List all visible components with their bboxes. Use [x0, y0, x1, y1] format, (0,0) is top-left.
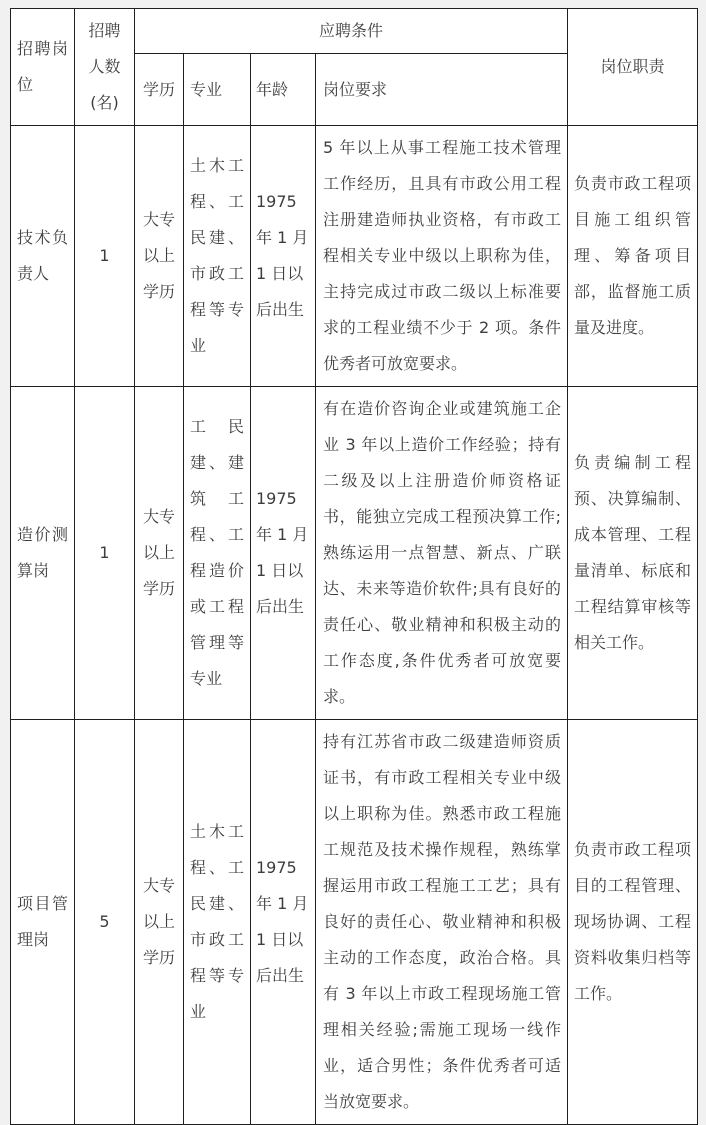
- header-major-cell: 专业: [184, 54, 251, 126]
- table-row-cost-estimator: [11, 387, 698, 720]
- table-row-project-manager: [11, 720, 698, 1125]
- requirements-cell: 持有江苏省市政二级建造师资质证书，有市政工程相关专业中级以上职称为佳。熟悉市政工程施工规范及技术操作规程，熟练掌握运用市政工程施工工艺；具有良好的责任心、敬业精神和积极主动的工作态度，政治合格。具有 3 年以上市政工程现场施工管理相关经验;需施工现场一线作业，适合男性；条件优秀者可适当放宽要求。: [316, 720, 568, 1125]
- recruitment-table: [10, 8, 698, 1125]
- position-cell: 技术负责人: [11, 126, 75, 387]
- table-row-technical-lead: [11, 126, 698, 387]
- header-row-top: [11, 9, 698, 54]
- position-cell: 项目管理岗: [11, 720, 75, 1125]
- header-requirements-cell: 岗位要求: [316, 54, 568, 126]
- header-age-cell: 年龄: [251, 54, 316, 126]
- requirements-cell: 5 年以上从事工程施工技术管理工作经历，且具有市政公用工程注册建造师执业资格，有市政工程相关专业中级以上职称为佳，主持完成过市政二级以上标准要求的工程业绩不少于 2 项。条件优秀者可放宽要求。: [316, 126, 568, 387]
- count-cell: 1: [75, 387, 135, 720]
- count-cell: 1: [75, 126, 135, 387]
- header-education-cell: 学历: [135, 54, 184, 126]
- major-cell: 工民建、建筑工程、工程造价或工程管理等专业: [184, 387, 251, 720]
- age-cell: 1975 年 1 月 1 日以后出生: [251, 387, 316, 720]
- duties-cell: 负责市政工程项目的工程管理、现场协调、工程资料收集归档等工作。: [568, 720, 698, 1125]
- education-cell: 大专以上学历: [135, 126, 184, 387]
- age-cell: 1975 年 1 月 1 日以后出生: [251, 720, 316, 1125]
- header-count-cell: 招聘人数(名): [75, 9, 135, 126]
- education-cell: 大专以上学历: [135, 387, 184, 720]
- requirements-cell: 有在造价咨询企业或建筑施工企业 3 年以上造价工作经验；持有二级及以上注册造价师资格证书，能独立完成工程预决算工作;熟练运用一点智慧、新点、广联达、未来等造价软件;具有良好的责任心、敬业精神和积极主动的工作态度,条件优秀者可放宽要求。: [316, 387, 568, 720]
- header-position-cell: 招聘岗位: [11, 9, 75, 126]
- major-cell: 土木工程、工民建、市政工程等专业: [184, 720, 251, 1125]
- duties-cell: 负责编制工程预、决算编制、成本管理、工程量清单、标底和工程结算审核等相关工作。: [568, 387, 698, 720]
- education-cell: 大专以上学历: [135, 720, 184, 1125]
- duties-cell: 负责市政工程项目施工组织管理、筹备项目部，监督施工质量及进度。: [568, 126, 698, 387]
- age-cell: 1975 年 1 月 1 日以后出生: [251, 126, 316, 387]
- count-cell: 5: [75, 720, 135, 1125]
- major-cell: 土木工程、工民建、市政工程等专业: [184, 126, 251, 387]
- header-duties-cell: 岗位职责: [568, 9, 698, 126]
- header-conditions-cell: 应聘条件: [135, 9, 568, 54]
- position-cell: 造价测算岗: [11, 387, 75, 720]
